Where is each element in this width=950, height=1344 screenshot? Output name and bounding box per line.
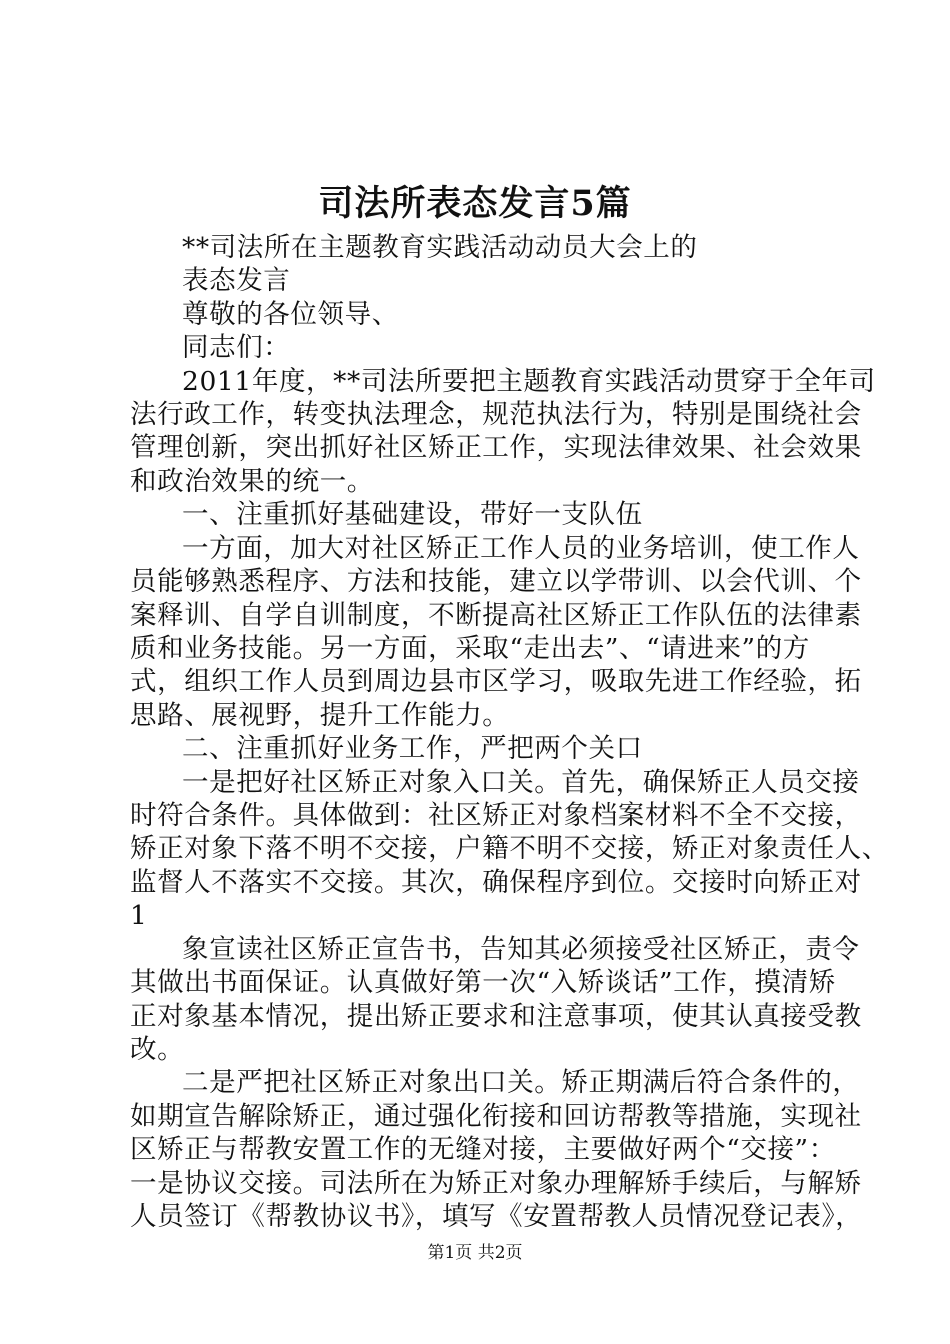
text-line: 管理创新，突出抓好社区矫正工作，实现法律效果、社会效果: [130, 432, 862, 464]
text-line: 时符合条件。具体做到：社区矫正对象档案材料不全不交接，: [130, 800, 862, 832]
text-line: 和政治效果的统一。: [130, 465, 374, 497]
text-line: 二是严把社区矫正对象出口关。矫正期满后符合条件的，: [182, 1067, 860, 1099]
inline-page-number: 1: [130, 900, 148, 932]
text-line: **司法所在主题教育实践活动动员大会上的: [182, 232, 698, 263]
text-line: 一是把好社区矫正对象入口关。首先，确保矫正人员交接: [182, 766, 860, 798]
text-line: 象宣读社区矫正宣告书，告知其必须接受社区矫正，责令: [182, 933, 860, 965]
text-line: 矫正对象下落不明不交接，户籍不明不交接，矫正对象责任人、: [130, 833, 889, 865]
text-line: 思路、展视野，提升工作能力。: [130, 699, 510, 731]
text-line: 监督人不落实不交接。其次，确保程序到位。交接时向矫正对: [130, 866, 862, 898]
text-line: 一是协议交接。司法所在为矫正对象办理解矫手续后，与解矫: [130, 1167, 862, 1199]
text-line: 质和业务技能。另一方面，采取“走出去”、“请进来”的方: [130, 632, 810, 664]
document-title: 司法所表态发言5篇: [318, 183, 632, 224]
page-footer: 第1页 共2页: [427, 1243, 523, 1263]
text-line: 案释训、自学自训制度，不断提高社区矫正工作队伍的法律素: [130, 599, 862, 631]
text-line: 改。: [130, 1033, 185, 1065]
text-line: 正对象基本情况，提出矫正要求和注意事项，使其认真接受教: [130, 1000, 862, 1032]
text-line: 尊敬的各位领导、: [182, 298, 399, 330]
text-line: 法行政工作，转变执法理念，规范执法行为，特别是围绕社会: [130, 399, 862, 431]
text-line: 式，组织工作人员到周边县市区学习，吸取先进工作经验，拓: [130, 666, 862, 698]
text-line: 2011年度，**司法所要把主题教育实践活动贯穿于全年司: [182, 365, 876, 397]
text-line: 一方面，加大对社区矫正工作人员的业务培训，使工作人: [182, 532, 860, 564]
text-line: 表态发言: [182, 265, 291, 297]
section-heading: 一、注重抓好基础建设，带好一支队伍: [182, 499, 643, 531]
text-line: 如期宣告解除矫正，通过强化衔接和回访帮教等措施，实现社: [130, 1100, 862, 1132]
text-line: 人员签订《帮教协议书》，填写《安置帮教人员情况登记表》，: [130, 1201, 863, 1232]
text-line: 员能够熟悉程序、方法和技能，建立以学带训、以会代训、个: [130, 566, 862, 598]
section-heading: 二、注重抓好业务工作，严把两个关口: [182, 733, 643, 765]
text-line: 其做出书面保证。认真做好第一次“入矫谈话”工作，摸清矫: [130, 967, 836, 999]
text-line: 同志们：: [182, 332, 291, 364]
text-line: 区矫正与帮教安置工作的无缝对接，主要做好两个“交接”：: [130, 1134, 836, 1166]
